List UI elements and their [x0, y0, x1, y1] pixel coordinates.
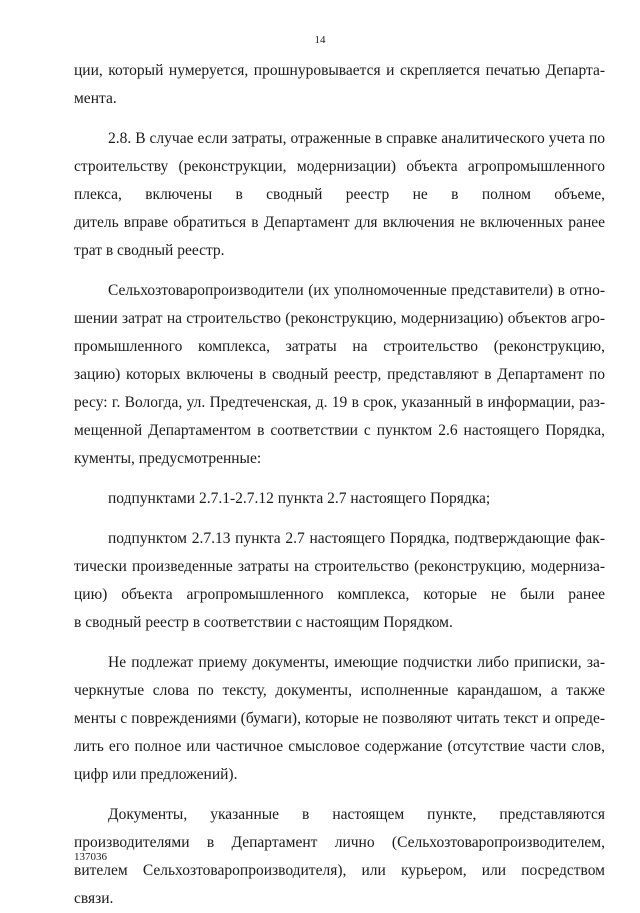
text-line: мещенной Департаментом в соответствии с пунктом 2.6 настоящего Порядка, — [74, 422, 605, 439]
text-line: менты с повреждениями (бумаги), которые не позволяют читать текст и опреде- — [74, 710, 605, 727]
text-line: Документы, указанные в настоящем пункте, представляются — [108, 806, 605, 823]
text-line: ции, который нумеруется, прошнуровывается и скрепляется печатью Департа- — [74, 62, 605, 79]
text-line: строительству (реконструкции, модернизации) объекта агропромышленного — [74, 158, 605, 175]
text-line: цифр или предложений). — [74, 766, 238, 783]
text-line: подпунктами 2.7.1-2.7.12 пункта 2.7 настоящего Порядка; — [108, 490, 491, 507]
page-number: 14 — [314, 34, 326, 46]
text-line: черкнутые слова по тексту, документы, исполненные карандашом, а также — [74, 682, 605, 699]
text-line: вителем Сельхозтоваропроизводителя), или курьером, или посредством — [74, 862, 605, 879]
text-line: 2.8. В случае если затраты, отраженные в справке аналитического учета по — [108, 130, 605, 147]
text-line: Сельхозтоваропроизводители (их уполномоченные представители) в отно- — [108, 282, 605, 299]
text-line: связи. — [74, 890, 114, 907]
text-line: цию) объекта агропромышленного комплекса, которые не были ранее — [74, 586, 605, 603]
text-line: производителями в Департамент лично (Сельхозтоваропроизводителем, — [74, 834, 605, 851]
text-line: кументы, предусмотренные: — [74, 450, 262, 467]
text-line: трат в сводный реестр. — [74, 242, 225, 259]
text-line: промышленного комплекса, затраты на строительство (реконструкцию, — [74, 338, 605, 355]
paragraph — [74, 277, 605, 473]
paragraph — [74, 125, 605, 265]
document-body — [74, 57, 605, 913]
paragraph — [74, 57, 605, 113]
text-line: зацию) которых включены в сводный реестр, представляют в Департамент по — [74, 366, 605, 383]
text-line: плекса, включены в сводный реестр не в полном объеме, — [74, 186, 605, 203]
text-line: лить его полное или частичное смысловое содержание (отсутствие части слов, — [74, 738, 605, 755]
text-line: шении затрат на строительство (реконструкцию, модернизацию) объектов агро- — [74, 310, 605, 327]
text-line: дитель вправе обратиться в Департамент для включения не включенных ранее — [74, 214, 605, 231]
paragraph — [74, 525, 605, 637]
paragraph — [74, 649, 605, 789]
paragraph — [74, 485, 605, 513]
text-line: Не подлежат приему документы, имеющие подчистки либо приписки, за- — [108, 654, 605, 671]
text-line: ресу: г. Вологда, ул. Предтеченская, д. 19 в срок, указанный в информации, раз- — [74, 394, 605, 411]
text-line: тически произведенные затраты на строительство (реконструкцию, модерниза- — [74, 558, 605, 575]
text-line: мента. — [74, 90, 117, 107]
text-line: в сводный реестр в соответствии с настоящим Порядком. — [74, 614, 453, 631]
paragraph — [74, 801, 605, 913]
footer-document-code: 137036 — [74, 851, 107, 863]
text-line: подпунктом 2.7.13 пункта 2.7 настоящего Порядка, подтверждающие фак- — [108, 530, 605, 547]
